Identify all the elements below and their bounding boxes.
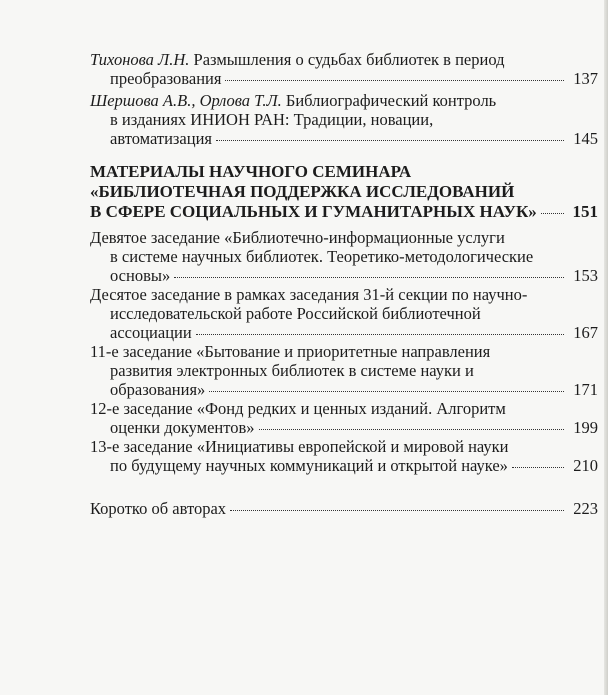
- toc-entry-line: 12-е заседание «Фонд редких и ценных изданий. Алгоритм: [90, 399, 506, 418]
- toc-entry-line: Девятое заседание «Библиотечно-информационные услуги: [90, 228, 505, 247]
- toc-entry-session-12[interactable]: [90, 399, 598, 437]
- toc-entry-title-end: ассоциации: [110, 323, 192, 342]
- toc-entry-line: исследовательской работе Российской библиотечной: [110, 304, 481, 323]
- toc-entry-last-line: [90, 129, 598, 148]
- toc-entry-line: Десятое заседание в рамках заседания 31-й секции по научно-: [90, 285, 528, 304]
- toc-entry-session-13[interactable]: [90, 437, 598, 475]
- dot-leader: [174, 277, 564, 278]
- section-heading-last-line: [90, 202, 598, 222]
- toc-entry-last-line: [90, 266, 598, 285]
- page-edge-shadow: [604, 0, 608, 695]
- toc-entry-last-line: [90, 323, 598, 342]
- section-heading-end: В СФЕРЕ СОЦИАЛЬНЫХ И ГУМАНИТАРНЫХ НАУК»: [90, 202, 537, 221]
- toc-entry-last-line: [90, 456, 598, 475]
- toc-entry-title-end: автоматизация: [110, 129, 212, 148]
- page-number: 210: [573, 456, 598, 475]
- section-heading-line: МАТЕРИАЛЫ НАУЧНОГО СЕМИНАРА: [90, 162, 412, 181]
- dot-leader: [541, 213, 564, 214]
- toc-entry-author: Шершова А.В., Орлова Т.Л.: [90, 91, 282, 110]
- toc-entry-line: [90, 91, 598, 110]
- toc-entry-title-end: преобразования: [110, 69, 222, 88]
- toc-entry-last-line: [90, 418, 598, 437]
- toc-entry-line: 11-е заседание «Бытование и приоритетные направления: [90, 342, 491, 361]
- toc-entry-title-end: оценки документов»: [110, 418, 255, 437]
- dot-leader: [209, 391, 564, 392]
- page-number: 153: [573, 266, 598, 285]
- page-number: 145: [573, 129, 598, 148]
- toc-entry-line: 13-е заседание «Инициативы европейской и мировой науки: [90, 437, 509, 456]
- toc-entry-session-11[interactable]: [90, 342, 598, 399]
- toc-entry-line: в системе научных библиотек. Теоретико-методологические: [110, 247, 534, 266]
- toc-entry-line: развития электронных библиотек в системе науки и: [110, 361, 474, 380]
- dot-leader: [259, 429, 564, 430]
- toc-entry-line: в изданиях ИНИОН РАН: Традиции, новации,: [110, 110, 434, 129]
- dot-leader: [225, 80, 564, 81]
- toc-entry-title-end: по будущему научных коммуникаций и открытой науке»: [110, 456, 508, 475]
- page-number: 137: [573, 69, 598, 88]
- toc-entry-title-end: основы»: [110, 266, 171, 285]
- page-number: 223: [573, 499, 598, 518]
- toc-entry-title-end: Коротко об авторах: [90, 499, 227, 518]
- toc-entry-author: Тихонова Л.Н.: [90, 50, 190, 69]
- page-number: 199: [573, 418, 598, 437]
- toc-entry-shershova[interactable]: [90, 91, 598, 148]
- toc-entry-title: Библиографический контроль: [285, 91, 497, 110]
- toc-entry-authors[interactable]: [90, 499, 598, 518]
- section-heading-line: «БИБЛИОТЕЧНАЯ ПОДДЕРЖКА ИССЛЕДОВАНИЙ: [90, 182, 515, 201]
- dot-leader: [196, 334, 564, 335]
- toc-entry-last-line: [90, 69, 598, 88]
- dot-leader: [216, 140, 564, 141]
- dot-leader: [230, 510, 564, 511]
- toc-entry-last-line: [90, 499, 598, 518]
- toc-entry-session-10[interactable]: [90, 285, 598, 342]
- toc-entry-session-9[interactable]: [90, 228, 598, 285]
- page-number: 171: [573, 380, 598, 399]
- toc-entry-last-line: [90, 380, 598, 399]
- toc-section-heading[interactable]: [90, 162, 598, 222]
- table-of-contents: [90, 50, 598, 518]
- page-number: 151: [572, 202, 598, 221]
- page-number: 167: [573, 323, 598, 342]
- toc-entry-title-end: образования»: [110, 380, 206, 399]
- toc-entry-tikhonova[interactable]: [90, 50, 598, 88]
- dot-leader: [512, 467, 564, 468]
- toc-entry-title: Размышления о судьбах библиотек в период: [193, 50, 505, 69]
- toc-entry-line: [90, 50, 598, 69]
